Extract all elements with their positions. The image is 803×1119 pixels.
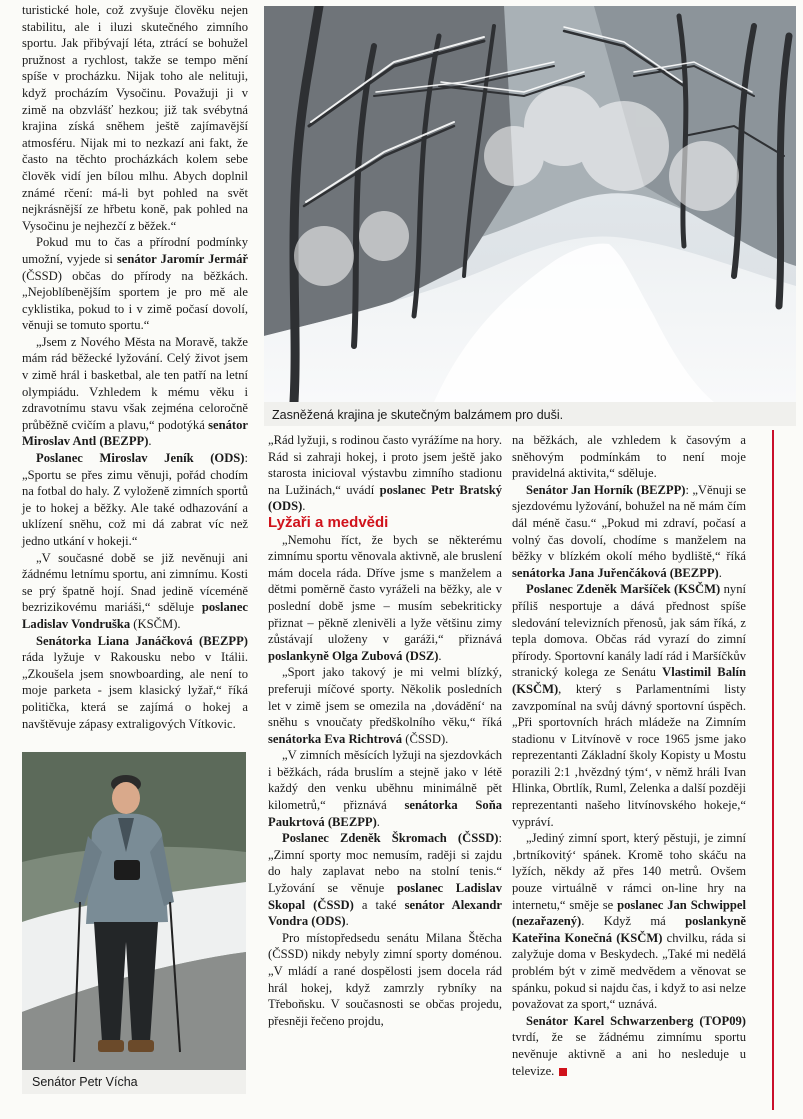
paragraph: „V současné době se již nevěnuji ani žádnému letnímu sportu, ani zimnímu. Kosti se prý špatně hojí. Snad jedině víceméně bezrizikovému mariáši,“ sděluje poslanec Ladislav Vondruška (KSČM). bbox=[22, 550, 248, 631]
section-heading: Lyžaři a medvědi bbox=[268, 513, 389, 531]
paragraph: Pokud mu to čas a přírodní podmínky umožní, vyjede si senátor Jaromír Jermář (ČSSD) občas do přírody na běžkách. „Nejoblíbenějším sportem je pro mě ale cyklistika, pokud to i v zimě počasí dovolí, věnuji se tomuto sportu.“ bbox=[22, 235, 248, 333]
paragraph: „Jsem z Nového Města na Moravě, takže mám rád běžecké lyžování. Celý život jsem v zimě hrál i basketbal, ale ten patří na letní olympiádu. Vzhledem k mému věku i zdravotnímu stavu však zejména celoročně průběžně cvičím a plavu,“ podotýká senátor Miroslav Antl (BEZPP). bbox=[22, 334, 248, 449]
photo-caption: Senátor Petr Vícha bbox=[22, 1070, 246, 1094]
article-column-1 bbox=[22, 2, 248, 732]
paragraph: Poslanec Zdeněk Maršíček (KSČM) nyní příliš nesportuje a dává přednost spíše sledování televizních přenosů, jak sám říká, z tepla domova. Občas rád vyrazí do zimní přírody. Sportovní kanály ladí rád i Maršíčkův stranický kolega ze Senátu Vlastimil Balín (KSČM), který s Parlamentními listy zavzpomínal na svůj dávný sportovní úspěch. „Při sportovních hrách mládeže na Zimním stadionu v Litvínově v roce 1965 jsme jako reprezentanti Základní školy Kopisty u Mostu porazili 2:1 ‚hvězdný tým‘, v němž hráli Ivan Hlinka, Obrtlík, Ruml, Zelenka a další později reprezentanti našeho litvínovského hokeje,“ vypráví. bbox=[512, 582, 746, 829]
paragraph: Poslanec Miroslav Jeník (ODS): „Sportu se přes zimu věnuji, pořád chodím na fotbal do haly. Z vyloženě zimních sportů je to hokej a běžky. Ale také odhazování a uklízení sněhu, což mi dá zabrat víc než jedno utkání v hokeji.“ bbox=[22, 451, 248, 548]
paragraph: Senátorka Liana Janáčková (BEZPP) ráda lyžuje v Rakousku nebo v Itálii. „Zkoušela jsem snowboarding, ale není to moje parketa - jsem klasický lyžař,“ říká politička, která se zajímá o hokej a navštěvuje zápasy extraligových Vítkovic. bbox=[22, 633, 248, 731]
paragraph: „V zimních měsících lyžuji na sjezdovkách i běžkách, ráda bruslím a stejně jako v létě každý den venku uběhnu minimálně pět kilometrů,“ přiznává senátorka Soňa Paukrtová (BEZPP). bbox=[268, 748, 502, 829]
paragraph: Senátor Jan Horník (BEZPP): „Věnuji se sjezdovému lyžování, bohužel na ně mám čím dál méně času.“ „Pokud mi zdraví, počasí a volný čas dovolí, chodíme s manželem na běžky v blízkém okolí mého bydliště,“ říká senátorka Jana Juřenčáková (BEZPP). bbox=[512, 482, 747, 580]
paragraph: „Nemohu říct, že bych se některému zimnímu sportu věnovala aktivně, ale bruslení mám docela ráda. Dříve jsme s manželem a dětmi poměrně často vyráželi na běžky, ale v poslední době jsme – musím sebekriticky přiznat – pěkně zlenivěli a lyže většinu zimy zůstávají uloženy v garáži,“ přiznává poslankyně Olga Zubová (DSZ). bbox=[268, 532, 502, 663]
paragraph: turistické hole, což zvyšuje člověku nejen stabilitu, ale i iluzi skutečného zimního sportu. Jak přibývají léta, ztrácí se bohužel pružnost a rychlost, takže se tempo mění spíše v procházku. Nijak toho ale nelituji, když procházím Vysočinu. Považuji ji v zimě na obzvlášť hezkou; již tak svébytná krajina získá sněhem ještě zajímavější atmosféru. Nijak mi to nezkazí ani fakt, že často na těchto procházkách kolem sebe člověk vidí jen bílou mlhu. Abych doplnil známé rčení: má-li byt pohled na svět nejkrásnější ze hřbetu koně, pak pohled na Vysočinu je nejhezčí z běžek.“ bbox=[22, 3, 248, 233]
paragraph: Pro místopředsedu senátu Milana Štěcha (ČSSD) nikdy nebyly zimní sporty doménou. „V mládí a rané dospělosti jsem docela rád hrál hokej, když zamrzly rybníky na Třeboňsku. V současnosti se občas projedu, přesněji řečeno projdu, bbox=[268, 930, 502, 1028]
paragraph: „Sport jako takový je mi velmi blízký, preferuji míčové sporty. Několik posledních let v zimě jsem se omezila na ‚dovádění‘ na sněhu s vnoučaty předškolního věku,“ říká senátorka Eva Richtrová (ČSSD). bbox=[268, 665, 502, 746]
article-column-2 bbox=[268, 432, 502, 1029]
paragraph: na běžkách, ale vzhledem k časovým a sněhovým podmínkám to není moje pravidelná aktivita,“ sděluje. bbox=[512, 433, 746, 481]
paragraph: Senátor Karel Schwarzenberg (TOP09) tvrdí, že se žádnému zimnímu sportu nevěnuje aktivně a ani ho nesleduje u televize. bbox=[512, 1013, 746, 1078]
paragraph: „Rád lyžuji, s rodinou často vyrážíme na hory. Rád si zahraji hokej, i proto jsem ještě jako starosta inicioval výstavbu zimního stadionu na Lužinách,“ uvádí poslanec Petr Bratský (ODS). bbox=[268, 433, 502, 514]
paragraph: „Jediný zimní sport, který pěstuji, je zimní ‚brtníkovitý‘ spánek. Kromě toho skáču na lyžích, někdy až přes 140 metrů. Ovšem pouze virtuálně v rámci on-line hry na internetu,“ směje se poslanec Jan Schwippel (nezařazený). Když má poslankyně Kateřina Konečná (KSČM) chvilku, ráda si zalyžuje doma v Beskydech. „Také mi nedělá problém být v zimě medvědem a věnovat se spánku, pokud si najdu čas, i když to asi nelze považovat za sport,“ uznává. bbox=[512, 831, 746, 1012]
senator-portrait-photo bbox=[22, 752, 246, 1070]
column-rule bbox=[772, 430, 774, 1110]
snowy-forest-photo bbox=[264, 6, 796, 402]
article-column-3 bbox=[512, 432, 746, 1079]
end-mark-icon bbox=[559, 1068, 567, 1076]
paragraph: Poslanec Zdeněk Škromach (ČSSD): „Zimní sporty moc nemusím, raději si zajdu do haly zaplavat nebo na stolní tenis.“ Lyžování se věnuje poslanec Ladislav Skopal (ČSSD) a také senátor Alexandr Vondra (ODS). bbox=[268, 831, 502, 929]
photo-caption: Zasněžená krajina je skutečným balzámem pro duši. bbox=[264, 402, 796, 426]
